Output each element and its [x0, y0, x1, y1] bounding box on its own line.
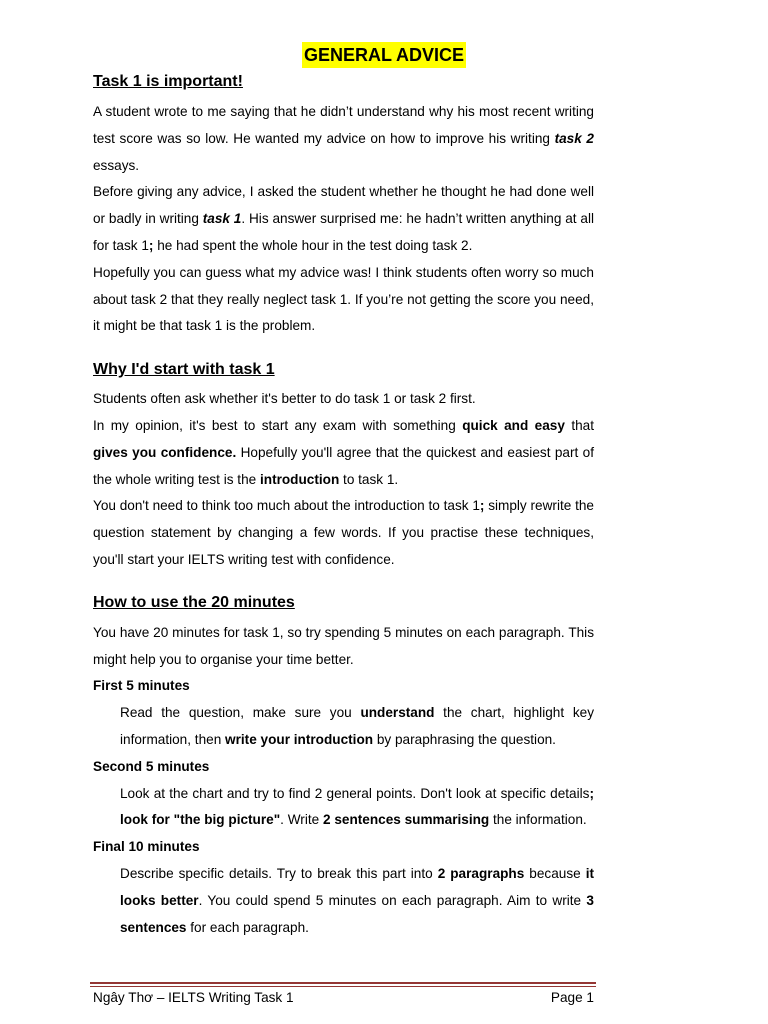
- page-title: GENERAL ADVICE: [302, 42, 466, 68]
- bold-text: ; look for "the big picture": [120, 785, 594, 828]
- section-why-start-task1: [93, 386, 594, 574]
- paragraph: [93, 179, 594, 259]
- text-run: In my opinion, it's best to start any exam with something: [93, 417, 463, 433]
- text-run: to task 1.: [339, 471, 399, 487]
- step-label: Final 10 minutes: [93, 839, 200, 855]
- bold-text: understand: [360, 705, 435, 721]
- text-run: Look at the chart and try to find 2 general points. Don't look at specific details: [120, 785, 590, 801]
- section-task1-important: [93, 99, 594, 340]
- bold-text: 2 paragraphs: [437, 865, 525, 881]
- text-run: A student wrote to me saying that he didn’t understand why his most recent writing test score was so low. He wanted my advice on how to improve his writing: [93, 104, 594, 146]
- text-run: . You could spend 5 minutes on each paragraph. Aim to write: [198, 892, 587, 908]
- paragraph: Hopefully you can guess what my advice was! I think students often worry so much about task 2 that they really neglect task 1. If you’re not getting the score you need, it might be that task 1 is the problem.: [93, 264, 594, 334]
- document-body: [93, 70, 594, 941]
- text-run: Hopefully you'll agree that the quickest and easiest part of the whole writing test is the: [93, 444, 594, 487]
- step-label: First 5 minutes: [93, 678, 190, 694]
- step-label: Second 5 minutes: [93, 758, 210, 774]
- step-description: [93, 781, 594, 835]
- text-run: . Write: [280, 812, 323, 828]
- bold-text: ;: [479, 498, 485, 514]
- section-heading-task1-important: Task 1 is important!: [93, 73, 243, 90]
- text-run: simply rewrite the question statement by changing a few words. If you practise these techniques, you'll start your IELTS writing test with confidence.: [93, 498, 594, 567]
- text-run: because: [524, 865, 586, 881]
- text-run: Describe specific details. Try to break this part into: [120, 865, 438, 881]
- text-run: . His answer surprised me: he hadn’t written anything at all for task 1: [93, 211, 594, 253]
- section-20-minutes: [93, 620, 594, 942]
- text-run: that: [564, 417, 594, 433]
- text-run: essays.: [93, 157, 140, 173]
- bold-text: ;: [148, 237, 154, 253]
- text-run: for each paragraph.: [186, 919, 309, 935]
- text-run: Read the question, make sure you: [120, 705, 361, 721]
- paragraph: You have 20 minutes for task 1, so try spending 5 minutes on each paragraph. This might help you to organise your time better.: [93, 624, 594, 667]
- paragraph: [93, 493, 594, 573]
- text-run: he had spent the whole hour in the test doing task 2.: [153, 237, 473, 253]
- footer-divider: [90, 982, 596, 984]
- bold-text: write your introduction: [225, 731, 374, 747]
- step-description: [93, 861, 594, 941]
- paragraph: Students often ask whether it's better to do task 1 or task 2 first.: [93, 391, 476, 407]
- page-number: Page 1: [550, 990, 594, 1005]
- title-container: [0, 42, 768, 68]
- section-heading-why-start-task1: Why I'd start with task 1: [93, 361, 275, 379]
- emphasis-text: task 1: [202, 211, 242, 227]
- bold-text: 2 sentences summarising: [322, 812, 490, 828]
- step-description: [93, 700, 594, 754]
- text-run: Before giving any advice, I asked the student whether he thought he had done well or badly in writing: [93, 184, 594, 227]
- footer-title: Ngây Thơ – IELTS Writing Task 1: [93, 990, 294, 1005]
- paragraph: [93, 99, 594, 179]
- bold-text: quick and easy: [462, 417, 565, 433]
- text-run: You don't need to think too much about the introduction to task 1: [93, 498, 480, 514]
- bold-text: gives you confidence.: [93, 444, 237, 460]
- paragraph: [93, 413, 594, 493]
- section-heading-20-minutes: How to use the 20 minutes: [93, 593, 295, 611]
- footer-divider-thin: [90, 986, 596, 987]
- bold-text: introduction: [259, 471, 340, 487]
- bold-text: it looks better: [120, 865, 594, 908]
- text-run: by paraphrasing the question.: [373, 731, 556, 747]
- emphasis-text: task 2: [554, 130, 594, 146]
- bold-text: 3 sentences: [120, 892, 594, 935]
- text-run: the information.: [489, 812, 587, 828]
- text-run: the chart, highlight key information, then: [120, 705, 594, 747]
